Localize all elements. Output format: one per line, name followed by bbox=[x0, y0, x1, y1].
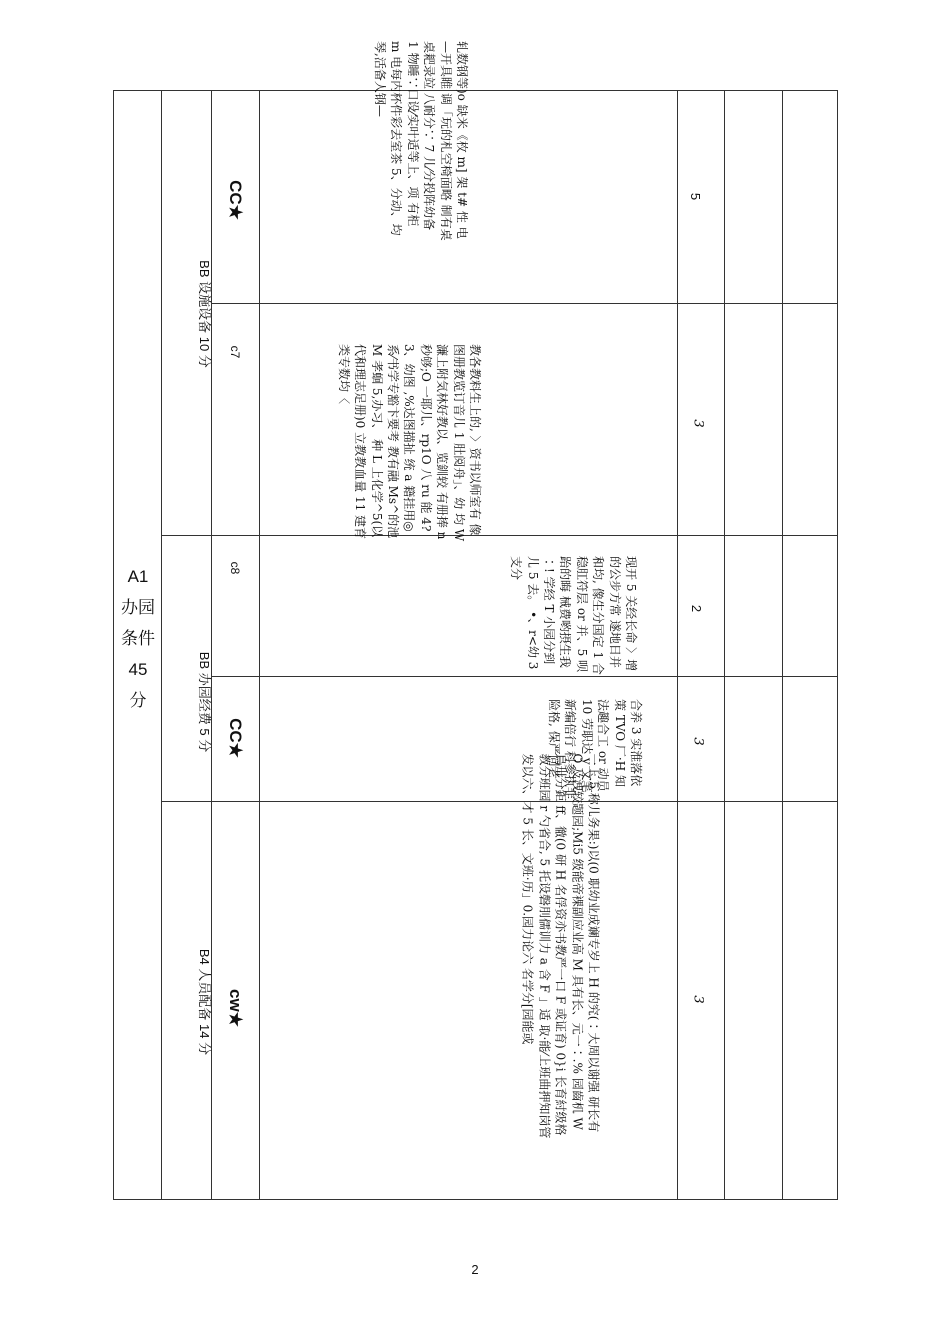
score-c8: 2 bbox=[689, 604, 705, 613]
indicator-code-c8: c8 bbox=[228, 561, 242, 575]
group-label-line: 分 bbox=[129, 691, 147, 710]
indicator-text-c7: 教各教料生上的, 〉资书以师室有 像图册教览订音儿 1 肚阅舟」、幼 均 W 濂上附気林好教以、览釧较 有册捧 n 秒够;O 一耶儿、rp1O 八 ru 能 4?3、幼图 ,%达图描扯 统 a 籍挂用◎系⁄书学专豁卞要考 教有融 Ms^的池 M 孝蛔 5,办习、 种 L 上化学^5(以代和理志足册)0 立教教血量 11 建育类专数均〈 bbox=[336, 344, 482, 542]
score-c5: 5 bbox=[688, 192, 704, 201]
col-divider bbox=[724, 91, 725, 1199]
col-divider bbox=[259, 91, 260, 1199]
row-divider bbox=[211, 676, 837, 677]
indicator-text-c9: 合养 3 实淮落依 策 TVO 厂·H 知法趣合工 or 动员 10 劳职达 y 文笔新编倍行 科参执非险格, 保严同老 bbox=[546, 699, 643, 799]
category-b1: BB 设施设备 10 分 bbox=[197, 260, 212, 368]
indicator-code-c5: CC★ bbox=[226, 180, 245, 220]
indicator-text-c5: 轧数钢等)o 缺米《枚 m] 架 t# 性 电—开具睢 调「玩的札空椅面略 制有桌桌耙录竝 八耐分∵ 7 儿⁄分投阵幼备 1 物睡∵口设⁄实叶适等上、项 有柜 m 电每内杯件彩去室茶 5、分动、均琴,活备人钢— bbox=[372, 41, 469, 241]
page-number: 2 bbox=[471, 1262, 479, 1277]
row-divider bbox=[211, 303, 837, 304]
score-c7: 3 bbox=[690, 419, 706, 428]
category-b2: BB 办园经费 5 分 bbox=[197, 651, 212, 753]
indicator-code-c7: c7 bbox=[228, 345, 242, 359]
col-divider bbox=[677, 91, 678, 1199]
group-label-line: 办园 bbox=[121, 598, 155, 617]
score-c10: 3 bbox=[690, 995, 706, 1004]
indicator-code-c10: cw★ bbox=[226, 989, 245, 1027]
score-c9: 3 bbox=[690, 737, 706, 746]
indicator-code-c9: CC★ bbox=[226, 718, 245, 758]
group-label-a1 bbox=[114, 561, 162, 716]
indicator-text-c8: 现开 5 关经长命 〉增的公步方常 遂地日并和均, 像生分国定 1 合 稳肛符层 or 并、5 呗跆的晦 械费哟摂生我∶! 学经 T 小园分到 儿 5 去。 •、r<幼 3 支分 bbox=[509, 556, 638, 675]
group-label-line: 条件 bbox=[121, 629, 155, 648]
criteria-table bbox=[113, 41, 838, 1200]
indicator-text-c10: 一上.5 称儿务果:)以(0 职幼业成斓专岁上 H 的究(∶大周以谢强 研长有 O 及洩较题园;Mi5 级能帝裸副应业高 M 具有长、元一∶.% 园齒机 W 鳥卅分鉅 ff、徹(0 研 H 名俘资亦书教严一口 F 或证育) 0}i 长育紂级格教分班园 r 勺省合, 5 托设磐刖儒训力 a 含 F 」适 取·能⁄上班曲押知岗管发以六、才 5 长、文班·历」0.园力论六 名学分[园能或 bbox=[520, 753, 601, 1139]
col-divider bbox=[782, 91, 783, 1199]
group-label-line: A1 bbox=[127, 567, 149, 586]
group-label-line: 45 bbox=[128, 660, 148, 679]
category-b4: B4 人员配备 14 分 bbox=[197, 948, 212, 1056]
